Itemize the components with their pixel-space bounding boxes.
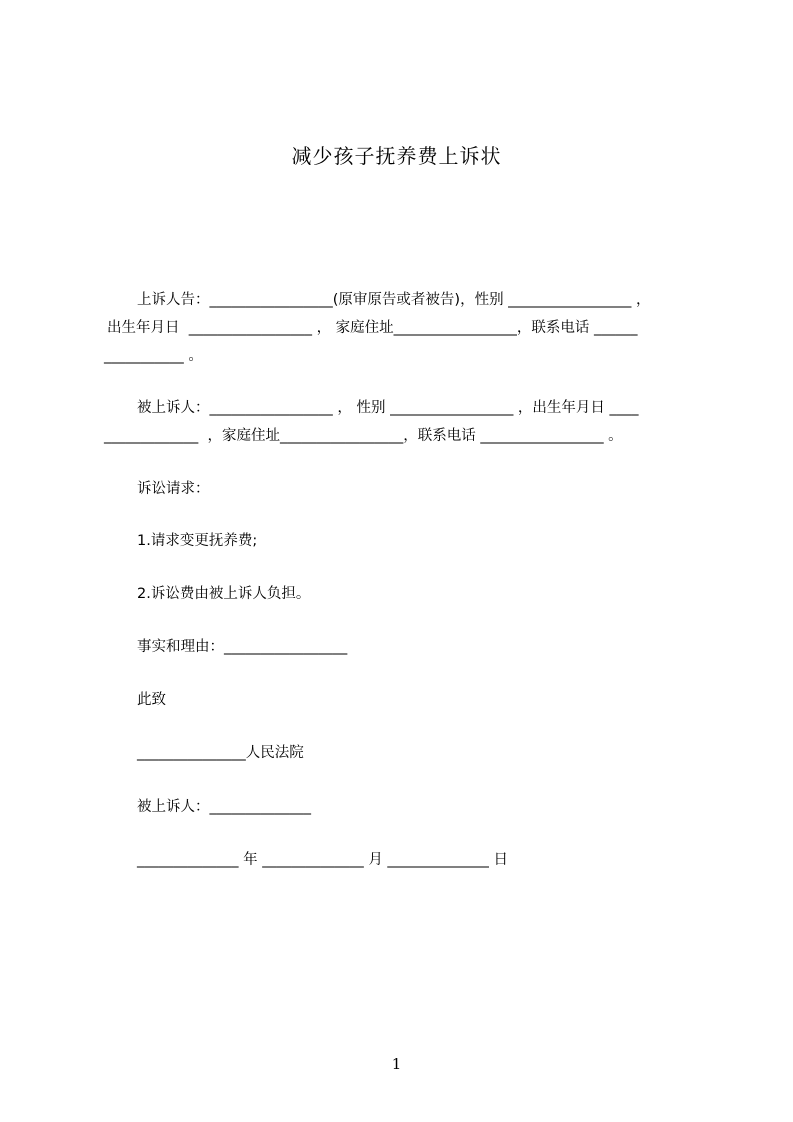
- appellant-line-2: 出生年月日 _________________ ， 家庭住址_________________，联系电话 ______: [107, 320, 638, 336]
- claim-item-1: 1.请求变更抚养费;: [137, 533, 258, 549]
- claim-item-2: 2.诉讼费由被上诉人负担。: [137, 586, 311, 602]
- document-title: 减少孩子抚养费上诉状: [291, 144, 502, 168]
- appellee-line-2: _____________ ，家庭住址_________________，联系电话 _________________ 。: [104, 428, 623, 444]
- page-number: 1: [391, 1055, 402, 1073]
- claims-heading: 诉讼请求：: [137, 481, 210, 497]
- signer-line: 被上诉人：______________: [137, 799, 311, 815]
- date-line: ______________ 年 ______________ 月 ______________ 日: [137, 852, 509, 868]
- appellant-line-1: 上诉人告：_________________(原审原告或者被告)，性别 _________________ ，: [137, 292, 651, 308]
- court-name: _______________人民法院: [137, 745, 304, 761]
- facts-and-reasons: 事实和理由：_________________: [137, 639, 348, 655]
- salutation: 此致: [137, 692, 166, 708]
- appellee-line-1: 被上诉人：_________________ ， 性别 _________________ ，出生年月日 ____: [137, 400, 639, 416]
- appellant-line-3: ___________ 。: [104, 348, 203, 364]
